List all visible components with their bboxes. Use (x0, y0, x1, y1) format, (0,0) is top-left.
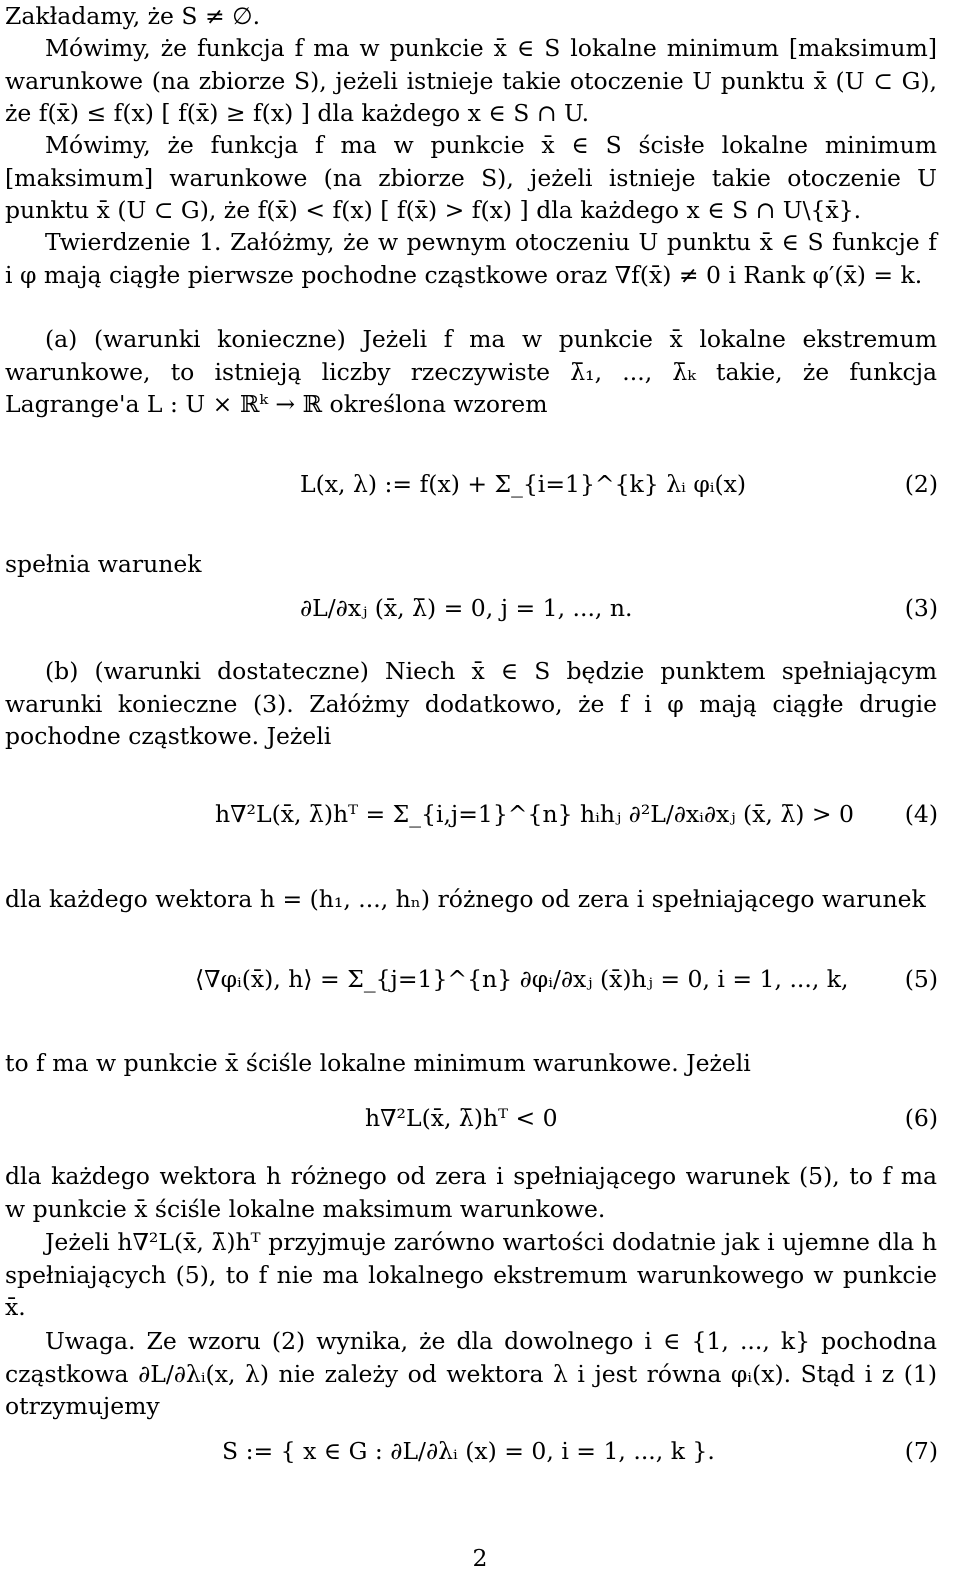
equation-6-number: (6) (904, 1104, 938, 1132)
equation-4 (0, 798, 960, 838)
equation-2-number: (2) (904, 470, 938, 498)
equation-6-formula: h∇²L(x̄, λ̄)hᵀ < 0 (365, 1104, 558, 1132)
equation-4-number: (4) (904, 800, 938, 828)
equation-3-formula: ∂L/∂xⱼ (x̄, λ̄) = 0, j = 1, ..., n. (300, 594, 633, 622)
equation-7-number: (7) (904, 1437, 938, 1465)
equation-5 (0, 963, 960, 1003)
theorem-1: Twierdzenie 1. Załóżmy, że w pewnym otoczeniu U punktu x̄ ∈ S funkcje f i φ mają ciągłe pierwsze pochodne cząstkowe oraz ∇f(x̄) ≠ 0 i Rank φ′(x̄) = k. (5, 228, 937, 289)
sufficient-conditions: (b) (warunki dostateczne) Niech x̄ ∈ S będzie punktem spełniającym warunki konieczne (3). Załóżmy dodatkowo, że f i φ mają ciągłe drugie pochodne cząstkowe. Jeżeli (5, 657, 937, 750)
equation-5-number: (5) (904, 965, 938, 993)
equation-6 (0, 1102, 960, 1142)
paragraph-strict-min: to f ma w punkcie x̄ ściśle lokalne minimum warunkowe. Jeżeli (5, 1049, 751, 1077)
definition-local-extremum: Mówimy, że funkcja f ma w punkcie x̄ ∈ S lokalne minimum [maksimum] warunkowe (na zbiorze S), jeżeli istnieje takie otoczenie U punktu x̄ (U ⊂ G), że f(x̄) ≤ f(x) [ f(x̄) ≥ f(x) ] dla każdego x ∈ S ∩ U. (5, 34, 937, 127)
paragraph-satisfies: spełnia warunek (5, 550, 202, 578)
paragraph-no-extremum: Jeżeli h∇²L(x̄, λ̄)hᵀ przyjmuje zarówno wartości dodatnie jak i ujemne dla h spełniających (5), to f nie ma lokalnego ekstremum warunkowego w punkcie x̄. (5, 1228, 937, 1321)
equation-3 (0, 592, 960, 632)
equation-5-formula: ⟨∇φᵢ(x̄), h⟩ = Σ_{j=1}^{n} ∂φᵢ/∂xⱼ (x̄)hⱼ = 0, i = 1, ..., k, (195, 965, 849, 993)
page-number: 2 (472, 1544, 488, 1572)
equation-2 (0, 468, 960, 508)
paragraph-strict-max: dla każdego wektora h różnego od zera i spełniającego warunek (5), to f ma w punkcie x̄ ściśle lokalne maksimum warunkowe. (5, 1162, 937, 1223)
equation-4-formula: h∇²L(x̄, λ̄)hᵀ = Σ_{i,j=1}^{n} hᵢhⱼ ∂²L/∂xᵢ∂xⱼ (x̄, λ̄) > 0 (215, 800, 854, 828)
equation-7-formula: S := { x ∈ G : ∂L/∂λᵢ (x) = 0, i = 1, ..., k }. (222, 1437, 715, 1465)
remark: Uwaga. Ze wzoru (2) wynika, że dla dowolnego i ∈ {1, ..., k} pochodna cząstkowa ∂L/∂λᵢ(x, λ) nie zależy od wektora λ i jest równa φᵢ(x). Stąd i z (1) otrzymujemy (5, 1327, 937, 1420)
paragraph-vector-h: dla każdego wektora h = (h₁, ..., hₙ) różnego od zera i spełniającego warunek (5, 885, 926, 913)
equation-7 (0, 1435, 960, 1475)
necessary-conditions: (a) (warunki konieczne) Jeżeli f ma w punkcie x̄ lokalne ekstremum warunkowe, to istnieją liczby rzeczywiste λ̄₁, ..., λ̄ₖ takie, że funkcja Lagrange'a L : U × ℝᵏ → ℝ określona wzorem (5, 325, 937, 418)
paragraph-1: Zakładamy, że S ≠ ∅. (5, 2, 261, 30)
equation-2-formula: L(x, λ) := f(x) + Σ_{i=1}^{k} λᵢ φᵢ(x) (300, 470, 747, 498)
definition-strict-local-extremum: Mówimy, że funkcja f ma w punkcie x̄ ∈ S ścisłe lokalne minimum [maksimum] warunkowe (na zbiorze S), jeżeli istnieje takie otoczenie U punktu x̄ (U ⊂ G), że f(x̄) < f(x) [ f(x̄) > f(x) ] dla każdego x ∈ S ∩ U\{x̄}. (5, 131, 937, 224)
equation-3-number: (3) (904, 594, 938, 622)
